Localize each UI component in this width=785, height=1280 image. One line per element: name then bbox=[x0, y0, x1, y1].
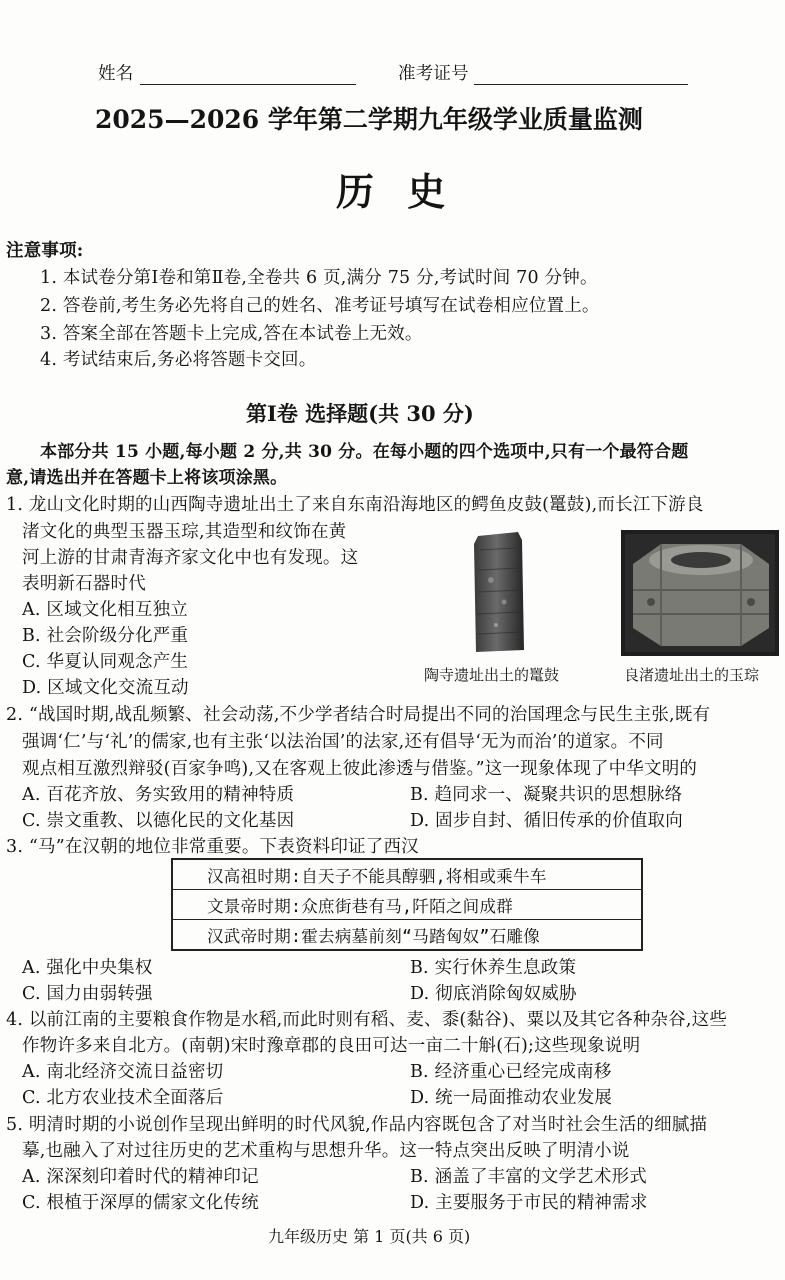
caption-cong: 良渚遗址出土的玉琮 bbox=[624, 666, 760, 684]
notice-item: 1. 本试卷分第Ⅰ卷和第Ⅱ卷,全卷共 6 页,满分 75 分,考试时间 70 分钟。 bbox=[40, 268, 598, 288]
option-b: B. 社会阶级分化严重 bbox=[22, 626, 189, 646]
question-text: 河上游的甘肃青海齐家文化中也有发现。这 bbox=[22, 548, 359, 568]
option-c: C. 国力由弱转强 bbox=[22, 984, 153, 1004]
notice-item: 3. 答案全部在答题卡上完成,答在本试卷上无效。 bbox=[40, 324, 423, 344]
option-b: B. 经济重心已经完成南移 bbox=[410, 1062, 612, 1082]
section-intro: 意,请选出并在答题卡上将该项涂黑。 bbox=[6, 468, 288, 488]
option-a: A. 南北经济交流日益密切 bbox=[22, 1062, 224, 1082]
caption-drum: 陶寺遗址出土的鼍鼓 bbox=[424, 666, 560, 684]
option-c: C. 北方农业技术全面落后 bbox=[22, 1088, 224, 1108]
drum-image bbox=[466, 530, 536, 656]
source-table bbox=[171, 858, 643, 951]
option-b: B. 涵盖了丰富的文学艺术形式 bbox=[410, 1167, 647, 1187]
option-a: A. 深深刻印着时代的精神印记 bbox=[22, 1167, 259, 1187]
option-b: B. 实行休养生息政策 bbox=[410, 958, 577, 978]
question-text: 5. 明清时期的小说创作呈现出鲜明的时代风貌,作品内容既包含了对当时社会生活的细腻描 bbox=[6, 1115, 708, 1135]
notice-item: 4. 考试结束后,务必将答题卡交回。 bbox=[40, 350, 317, 370]
option-d: D. 固步自封、循旧传承的价值取向 bbox=[410, 811, 683, 831]
question-text: 1. 龙山文化时期的山西陶寺遗址出土了来自东南沿海地区的鳄鱼皮鼓(鼍鼓),而长江下游良 bbox=[6, 495, 704, 515]
table-row: 汉武帝时期:霍去病墓前刻“马踏匈奴”石雕像 bbox=[172, 920, 642, 951]
option-a: A. 百花齐放、务实致用的精神特质 bbox=[22, 785, 295, 805]
table-row: 汉高祖时期:自天子不能具醇驷,将相或乘牛车 bbox=[172, 859, 642, 890]
question-text: 表明新石器时代 bbox=[22, 574, 146, 594]
option-a: A. 强化中央集权 bbox=[22, 958, 153, 978]
ticket-blank bbox=[474, 66, 688, 85]
option-d: D. 主要服务于市民的精神需求 bbox=[410, 1193, 648, 1213]
name-blank bbox=[140, 66, 356, 85]
ticket-label: 准考证号 bbox=[398, 64, 469, 84]
option-d: D. 统一局面推动农业发展 bbox=[410, 1088, 613, 1108]
option-c: C. 崇文重教、以德化民的文化基因 bbox=[22, 811, 295, 831]
question-text: 观点相互激烈辩驳(百家争鸣),又在客观上彼此渗透与借鉴。”这一现象体现了中华文明的 bbox=[22, 759, 698, 779]
option-c: C. 根植于深厚的儒家文化传统 bbox=[22, 1193, 259, 1213]
table-row: 文景帝时期:众庶街巷有马,阡陌之间成群 bbox=[172, 890, 642, 920]
question-text: 3. “马”在汉朝的地位非常重要。下表资料印证了西汉 bbox=[6, 837, 419, 857]
option-a: A. 区域文化相互独立 bbox=[22, 600, 188, 620]
subject-title: 历 史 bbox=[336, 169, 456, 214]
page-footer: 九年级历史 第 1 页(共 6 页) bbox=[268, 1227, 471, 1246]
notice-item: 2. 答卷前,考生务必先将自己的姓名、准考证号填写在试卷相应位置上。 bbox=[40, 296, 600, 316]
section-intro: 本部分共 15 小题,每小题 2 分,共 30 分。在每小题的四个选项中,只有一个最符合题 bbox=[40, 442, 689, 462]
question-text: 渚文化的典型玉器玉琮,其造型和纹饰在黄 bbox=[22, 522, 347, 542]
jade-cong-image bbox=[621, 530, 779, 656]
name-label: 姓名 bbox=[98, 64, 134, 84]
notice-heading: 注意事项: bbox=[6, 241, 84, 261]
question-text: 4. 以前江南的主要粮食作物是水稻,而此时则有稻、麦、黍(黏谷)、粟以及其它各种杂谷,这些 bbox=[6, 1010, 728, 1030]
option-b: B. 趋同求一、凝聚共识的思想脉络 bbox=[410, 785, 683, 805]
option-d: D. 区域文化交流互动 bbox=[22, 678, 189, 698]
section-title: 第Ⅰ卷 选择题(共 30 分) bbox=[246, 401, 474, 426]
question-text: 作物许多来自北方。(南朝)宋时豫章郡的良田可达一亩二十斛(石);这些现象说明 bbox=[22, 1036, 641, 1056]
option-d: D. 彻底消除匈奴威胁 bbox=[410, 984, 577, 1004]
question-text: 摹,也融入了对过往历史的艺术重构与思想升华。这一特点突出反映了明清小说 bbox=[22, 1141, 630, 1161]
question-text: 强调‘仁’与‘礼’的儒家,也有主张‘以法治国’的法家,还有倡导‘无为而治’的道家。不同 bbox=[22, 732, 664, 752]
exam-title: 2025—2026 学年第二学期九年级学业质量监测 bbox=[95, 105, 643, 134]
option-c: C. 华夏认同观念产生 bbox=[22, 652, 189, 672]
question-text: 2. “战国时期,战乱频繁、社会动荡,不少学者结合时局提出不同的治国理念与民生主张,既有 bbox=[6, 705, 711, 725]
